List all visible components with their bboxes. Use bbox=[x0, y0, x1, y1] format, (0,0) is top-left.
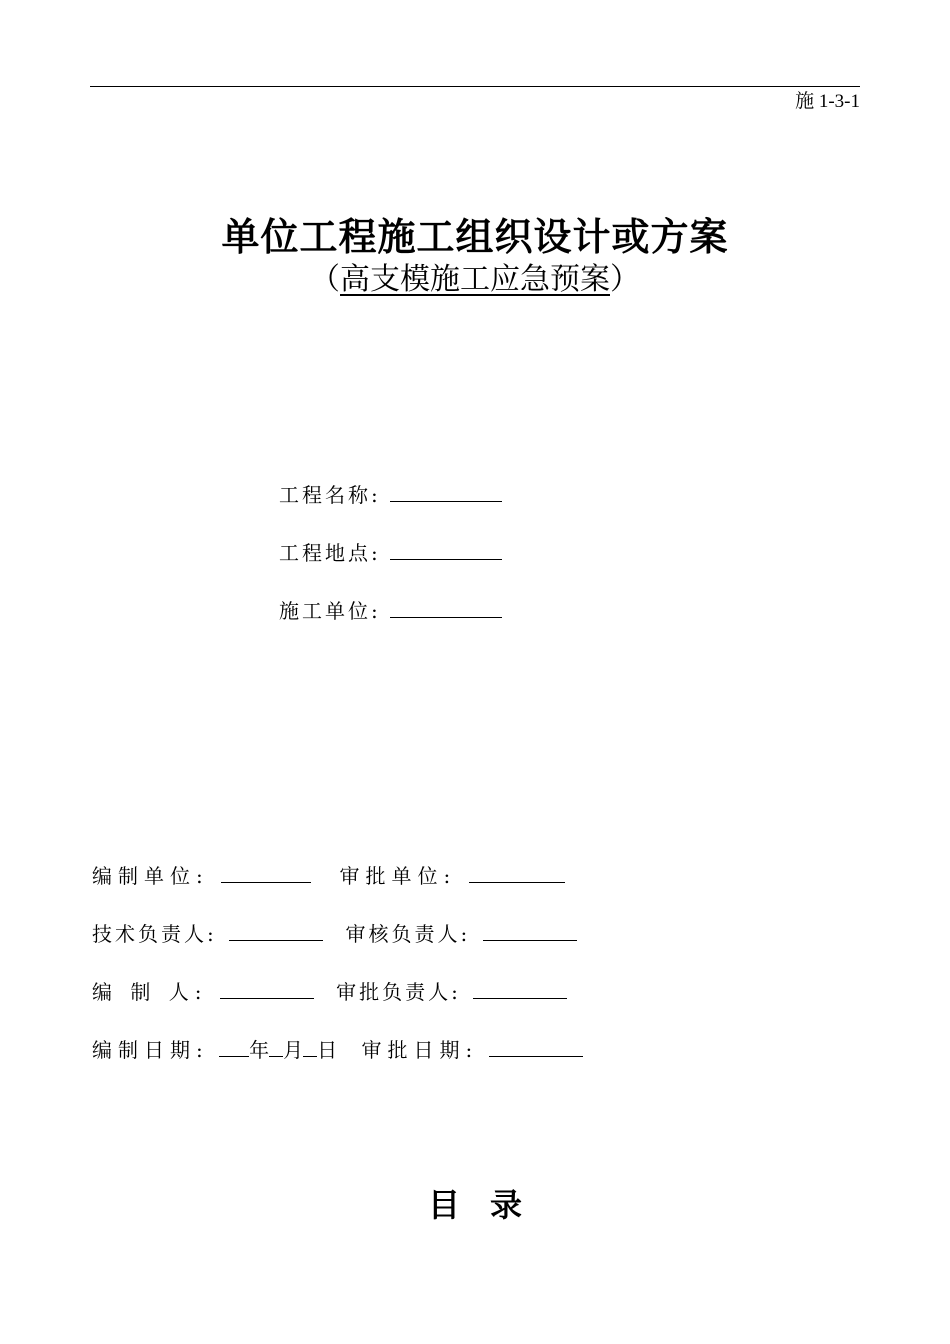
contractor-field bbox=[279, 596, 502, 626]
project-name-label: 工程名称: bbox=[279, 483, 381, 507]
compiler-label: 编 制 人: bbox=[92, 980, 208, 1004]
form-code: 施 1-3-1 bbox=[795, 91, 860, 112]
approve-lead-label: 审批负责人: bbox=[336, 980, 461, 1004]
subtitle-close-paren: ） bbox=[610, 262, 640, 297]
project-location-blank[interactable] bbox=[390, 539, 502, 560]
project-name-field bbox=[279, 480, 502, 510]
sign-row-dates bbox=[92, 1035, 583, 1065]
approve-lead-blank[interactable] bbox=[473, 978, 567, 999]
project-location-label: 工程地点: bbox=[279, 541, 381, 565]
contractor-label: 施工单位: bbox=[279, 599, 381, 623]
header-rule bbox=[90, 86, 860, 87]
contractor-blank[interactable] bbox=[390, 597, 502, 618]
compile-date-year-blank[interactable] bbox=[219, 1036, 249, 1057]
compile-date-month-blank[interactable] bbox=[269, 1036, 283, 1057]
approve-unit-label: 审批单位: bbox=[339, 864, 457, 888]
compile-date-day-blank[interactable] bbox=[303, 1036, 317, 1057]
approve-date-blank[interactable] bbox=[489, 1036, 583, 1057]
project-name-blank[interactable] bbox=[390, 481, 502, 502]
compile-date-year: 年 bbox=[249, 1038, 270, 1062]
project-location-field bbox=[279, 538, 502, 568]
sign-row-compiler bbox=[92, 977, 567, 1007]
sign-row-units bbox=[92, 861, 565, 891]
tech-lead-blank[interactable] bbox=[229, 920, 323, 941]
compile-unit-label: 编制单位: bbox=[92, 864, 209, 888]
compile-date-day: 日 bbox=[317, 1038, 338, 1062]
subtitle-open-paren: （ bbox=[310, 262, 340, 297]
compile-date-month: 月 bbox=[283, 1038, 304, 1062]
review-lead-label: 审核负责人: bbox=[345, 922, 471, 946]
compiler-blank[interactable] bbox=[220, 978, 314, 999]
compile-unit-blank[interactable] bbox=[221, 862, 311, 883]
tech-lead-label: 技术负责人: bbox=[92, 922, 217, 946]
approve-unit-blank[interactable] bbox=[469, 862, 565, 883]
document-subtitle bbox=[0, 258, 950, 302]
review-lead-blank[interactable] bbox=[483, 920, 577, 941]
document-title: 单位工程施工组织设计或方案 bbox=[221, 215, 729, 259]
toc-title: 目录 bbox=[427, 1186, 552, 1224]
compile-date-label: 编制日期: bbox=[92, 1038, 209, 1062]
approve-date-label: 审批日期: bbox=[361, 1038, 479, 1062]
sign-row-leads bbox=[92, 919, 577, 949]
subtitle-text: 高支模施工应急预案 bbox=[340, 262, 610, 297]
